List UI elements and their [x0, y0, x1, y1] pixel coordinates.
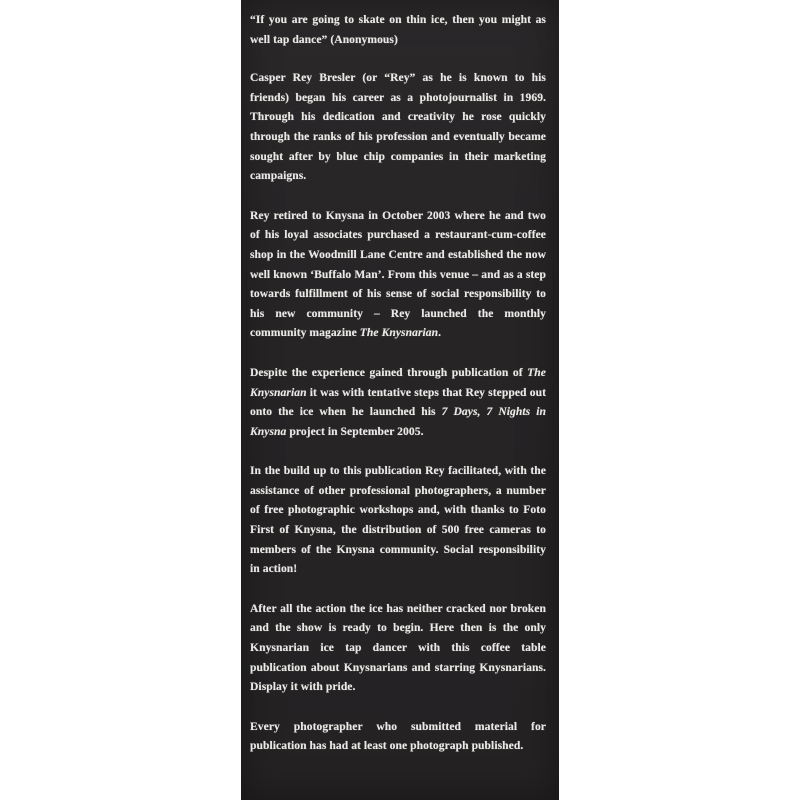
paragraph-photographers: Every photographer who submitted material for publication has had at least one photograph published. [250, 719, 546, 753]
paragraph-project-middle: it was with tentative steps that Rey stepped out onto the ice when he launched his [250, 385, 546, 419]
paragraph-project [250, 363, 546, 441]
project-title: 7 Days, 7 Nights in Knysna [250, 405, 546, 438]
quote-attribution: (Anonymous) [327, 32, 398, 46]
magazine-title: The Knysnarian [359, 326, 439, 340]
paragraph-project-end: project in September 2005. [286, 424, 424, 438]
epigraph-quote [250, 10, 546, 49]
magazine-title-2: The Knysnarian [250, 365, 546, 399]
paragraph-show: After all the action the ice has neither cracked nor broken and the show is ready to begin. Here then is the only Knysnarian ice tap dancer with this coffee table publication about Knysnarians and starring Knysnarians. Display it with pride. [250, 601, 546, 694]
paragraph-knysna-text: Rey retired to Knysna in October 2003 where he and two of his loyal associates purchased a restaurant-cum-coffee shop in the Woodmill Lane Centre and established the now well known ‘Buffalo Man’. From this venue – and as a step towards fulfillment of his sense of social responsibility to his new community – Rey launched the monthly community magazine [250, 208, 546, 340]
paragraph-knysna-end: . [438, 326, 442, 340]
body-text [250, 10, 546, 776]
paragraph-workshops: In the build up to this publication Rey facilitated, with the assistance of other professional photographers, a number of free photographic workshops and, with thanks to Foto First of Knysna, the distribution of 500 free cameras to members of the Knysna community. Social responsibility in action! [250, 464, 546, 576]
paragraph-project-start: Despite the experience gained through publication of [250, 365, 528, 379]
paragraph-knysna [250, 206, 546, 343]
quote-text: “If you are going to skate on thin ice, then you might as well tap dance” [250, 13, 546, 46]
paragraph-career: Casper Rey Bresler (or “Rey” as he is known to his friends) began his career as a photojournalist in 1969. Through his dedication and creativity he rose quickly through the ranks of his profession and eventually became sought after by blue chip companies in their marketing campaigns. [250, 71, 546, 183]
